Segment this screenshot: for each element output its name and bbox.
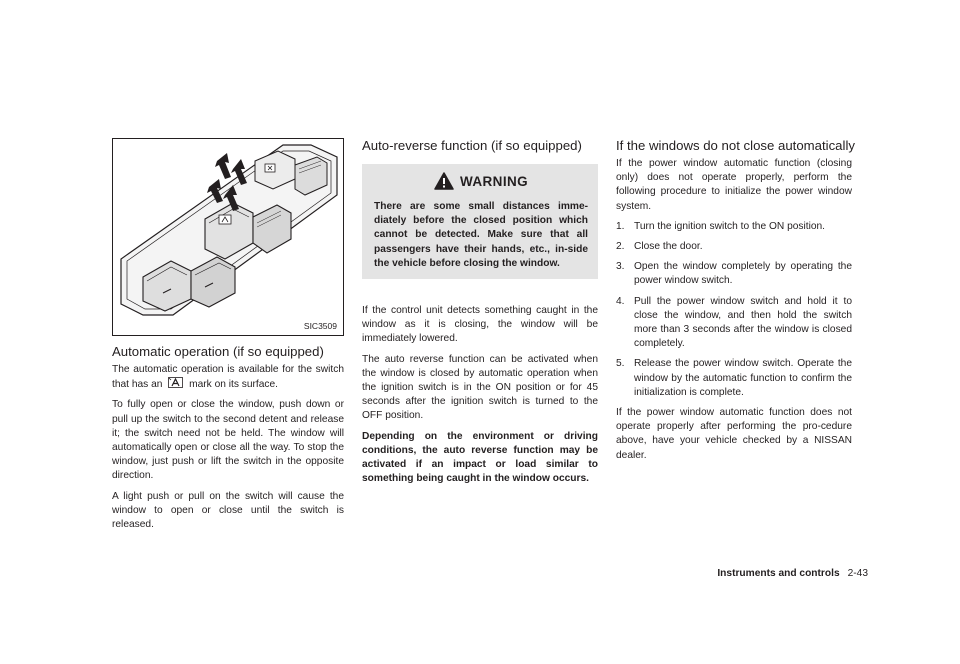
window-switch-figure (112, 138, 344, 336)
warning-triangle-icon (434, 172, 454, 190)
list-item: 4. Pull the power window switch and hold it to close the window, and then hold the switch more than 3 seconds after the window is closed completely. (616, 295, 852, 350)
paragraph-text: mark on its surface. (189, 379, 278, 391)
warning-text: There are some small distances imme-diately before the closed position which cannot be detected. Make sure that all passengers have their hands, etc., in-side the vehicle before closing the window. (374, 201, 588, 269)
procedure-list (616, 220, 852, 400)
section-heading: If the windows do not close automatically (616, 138, 855, 153)
paragraph: The auto reverse function can be activated when the window is closed by automatic operation when the ignition switch is in the ON position or for 45 seconds after the ignition switch is turned to the OFF position. (362, 353, 598, 422)
paragraph: If the power window automatic function (closing only) does not operate properly, perform the following procedure to initialize the power window system. (616, 158, 852, 212)
list-item: 1. Turn the ignition switch to the ON position. (616, 220, 826, 232)
paragraph: A light push or pull on the switch will cause the window to open or close until the switch is released. (112, 490, 344, 531)
section-heading: Automatic operation (if so equipped) (112, 344, 324, 359)
warning-title: WARNING (459, 173, 529, 189)
paragraph: If the control unit detects something caught in the window as it is closing, the window will be immediately lowered. (362, 305, 598, 345)
paragraph-text: The automatic operation is available for the switch that has an (112, 364, 344, 391)
paragraph: To fully open or close the window, push down or pull up the switch to the second detent and release it; the switch need not be held. The window will automatically open or close all the way. To stop the window, just push or lift the switch in the opposite direction. (112, 399, 344, 482)
section-body (112, 363, 344, 538)
figure-label: SIC3509 (303, 321, 337, 331)
page-footer (692, 568, 868, 579)
warning-header (374, 170, 588, 192)
paragraph-bold: Depending on the environment or driving conditions, the auto reverse function may be activated if an impact or load similar to something being caught in the window occurs. (362, 430, 598, 485)
page-number: 2-43 (847, 568, 868, 579)
section-body (362, 304, 598, 492)
section-heading: Auto-reverse function (if so equipped) (362, 138, 582, 153)
list-item: 2. Close the door. (616, 241, 703, 253)
window-switch-illustration (113, 139, 343, 335)
list-item: 5. Release the power window switch. Operate the window by the automatic function to confirm the initialization is complete. (616, 358, 852, 398)
footer-section-title: Instruments and controls (717, 568, 840, 579)
list-item: 3. Open the window completely by operating the power window switch. (616, 261, 852, 287)
section-body (616, 157, 852, 469)
warning-box (362, 164, 598, 279)
paragraph: If the power window automatic function does not operate properly after performing the pro-cedure above, have your vehicle checked by a NISSAN dealer. (616, 407, 852, 461)
paragraph (112, 363, 344, 392)
auto-mark-icon (168, 377, 183, 388)
